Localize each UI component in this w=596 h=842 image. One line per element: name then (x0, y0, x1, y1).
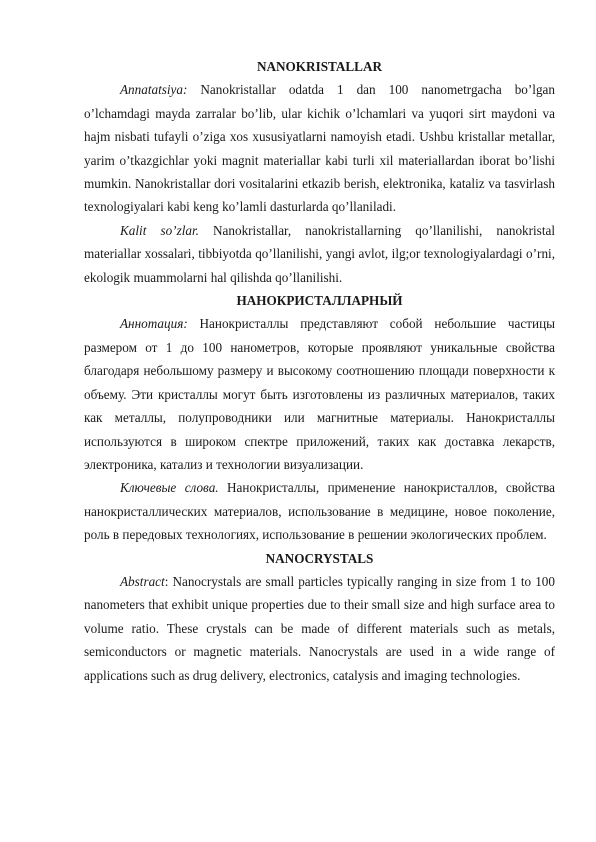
abstract-label-russian: Аннотация: (120, 316, 188, 332)
section-uzbek (84, 55, 555, 289)
section-russian (84, 289, 555, 546)
abstract-text-russian: Нанокристаллы представляют собой небольшие частицы размером от 1 до 100 нанометров, которые проявляют уникальные свойства благодаря небольшому размеру и высокому соотношению площади поверхности к объему. Эти кристаллы могут быть изготовлены из различных материалов, таких как металлы, полупроводники или магнитные материалы. Нанокристаллы используются в широком спектре приложений, таких как доставка лекарств, электроника, катализ и технологии визуализации. (84, 316, 555, 472)
section-title-english: NANOCRYSTALS (265, 550, 374, 566)
keywords-paragraph-uzbek (84, 219, 555, 289)
abstract-paragraph-russian (84, 312, 555, 476)
keywords-text-uzbek: Nanokristallar, nanokristallarning qo’llanilishi, nanokristal materiallar xossalari, tibbiyotda qo’llanilishi, yangi avlot, ilg;or texnologiyalardagi o’rni, ekologik muammolarni hal qilishda qo’llanilishi. (84, 222, 555, 285)
section-title-russian: НАНОКРИСТАЛЛАРНЫЙ (236, 293, 403, 309)
abstract-text-english: : Nanocrystals are small particles typically ranging in size from 1 to 100 nanometers that exhibit unique properties due to their small size and high surface area to volume ratio. These crystals can be made of different materials such as metals, semiconductors or magnetic materials. Nanocrystals are used in a wide range of applications such as drug delivery, electronics, catalysis and imaging technologies. (84, 573, 555, 683)
keywords-label-russian: Ключевые слова. (120, 480, 219, 496)
section-title-uzbek: NANOKRISTALLAR (256, 59, 383, 74)
document-page (84, 55, 555, 687)
abstract-paragraph-uzbek (84, 78, 555, 218)
abstract-label-english: Abstract (120, 573, 165, 589)
abstract-paragraph-english (84, 570, 555, 687)
abstract-text-uzbek: Nanokristallar odatda 1 dan 100 nanometrgacha bo’lgan o’lchamdagi mayda zarralar bo’lib, ular kichik o’lchamlari va yuqori sirt maydoni va hajm nisbati tufayli o’ziga xos xususiyatlarni namoyish etadi. Ushbu kristallar metallar, yarim o’tkazgichlar yoki magnit materiallar kabi turli xil materiallardan iborat bo’lishi mumkin. Nanokristallar dori vositalarini etkazib berish, elektronika, kataliz va tasvirlash texnologiyalari kabi keng ko’lamli dasturlarda qo’llaniladi. (84, 82, 555, 215)
keywords-label-uzbek: Kalit so’zlar. (120, 222, 199, 238)
keywords-paragraph-russian (84, 476, 555, 546)
abstract-label-uzbek: Annatatsiya: (120, 82, 188, 98)
keywords-text-russian: Нанокристаллы, применение нанокристаллов, свойства нанокристаллических материалов, использование в медицине, новое поколение, роль в передовых технологиях, использование в решении экологических проблем. (84, 480, 556, 543)
section-english (84, 547, 555, 687)
